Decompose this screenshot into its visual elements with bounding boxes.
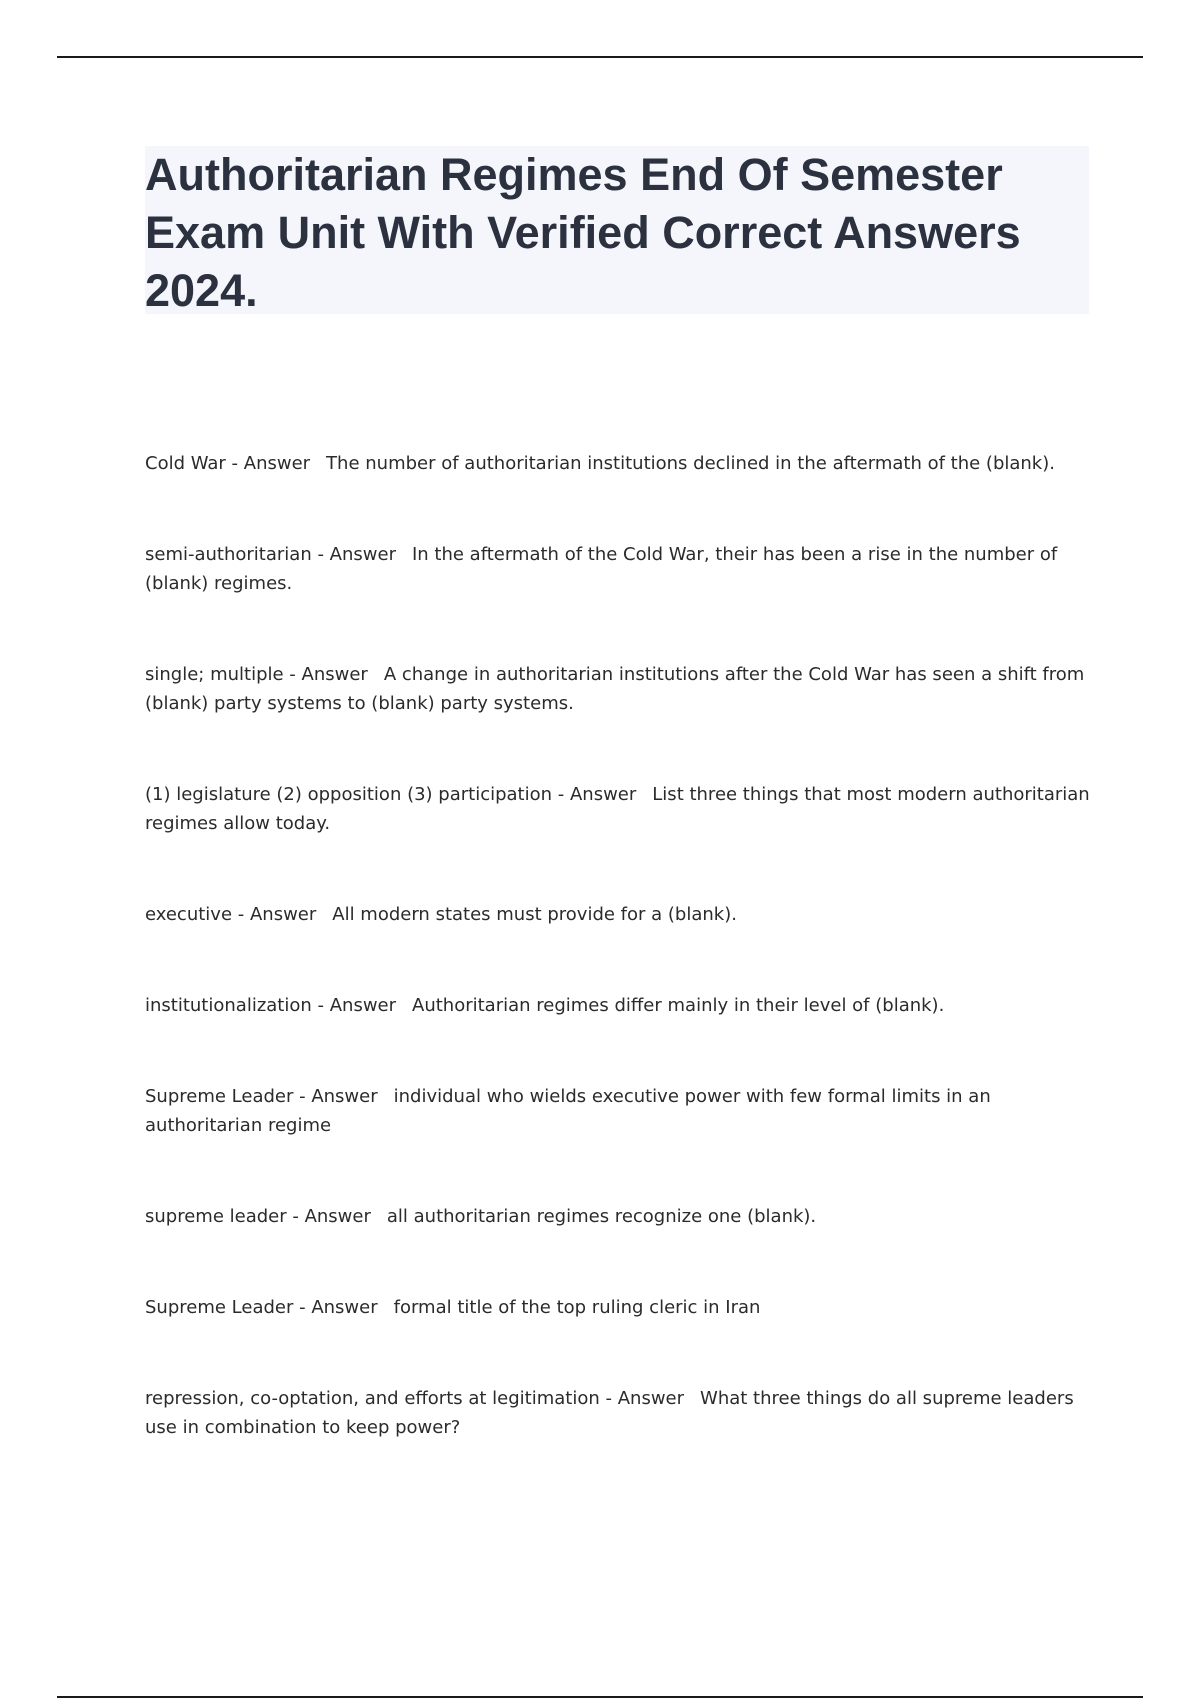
qa-separator: - Answer [311,544,396,565]
qa-answer: Supreme Leader [145,1297,294,1318]
qa-answer: single; multiple [145,664,284,685]
qa-separator: - Answer [311,995,397,1016]
qa-separator: - Answer [293,1297,378,1318]
qa-question: Authoritarian regimes differ mainly in their level of (blank). [412,995,945,1016]
qa-answer: institutionalization [145,995,312,1016]
bottom-rule [57,1696,1143,1698]
qa-question: All modern states must provide for a (blank). [332,904,737,925]
qa-answer: Cold War [145,453,226,474]
qa-list [145,449,1095,1504]
qa-question: In the aftermath of the Cold War, their has been a rise in the number of (blank) regimes. [145,544,1058,594]
document-title: Authoritarian Regimes End Of Semester Exam Unit With Verified Correct Answers 2024. [145,149,1021,316]
qa-question: all authoritarian regimes recognize one (blank). [386,1206,817,1227]
qa-item [145,991,1095,1020]
qa-answer: repression, co-optation, and efforts at legitimation [145,1388,600,1409]
qa-separator: - Answer [286,1206,371,1227]
qa-question: individual who wields executive power with few formal limits in an authoritarian regime [145,1086,991,1136]
qa-separator: - Answer [283,664,368,685]
top-rule [57,56,1143,58]
qa-question: The number of authoritarian institutions declined in the aftermath of the (blank). [326,453,1055,474]
qa-answer: semi-authoritarian [145,544,312,565]
qa-item [145,900,1095,929]
qa-separator: - Answer [225,453,311,474]
qa-item [145,1202,1095,1231]
qa-item [145,540,1095,598]
qa-item [145,1384,1095,1442]
qa-item [145,660,1095,718]
qa-question: List three things that most modern authoritarian regimes allow today. [145,784,1090,834]
qa-separator: - Answer [293,1086,378,1107]
qa-answer: supreme leader [145,1206,287,1227]
qa-item [145,449,1095,478]
qa-answer: (1) legislature (2) opposition (3) participation [145,784,553,805]
qa-answer: executive [145,904,233,925]
qa-separator: - Answer [552,784,637,805]
title-block [145,146,1089,314]
qa-answer: Supreme Leader [145,1086,294,1107]
qa-item [145,1293,1095,1322]
qa-question: A change in authoritarian institutions after the Cold War has seen a shift from (blank) party systems to (blank) party systems. [145,664,1085,714]
qa-separator: - Answer [599,1388,685,1409]
qa-question: What three things do all supreme leaders use in combination to keep power? [145,1388,1074,1438]
qa-separator: - Answer [232,904,317,925]
qa-question: formal title of the top ruling cleric in Iran [393,1297,761,1318]
qa-item [145,780,1095,838]
qa-item [145,1082,1095,1140]
